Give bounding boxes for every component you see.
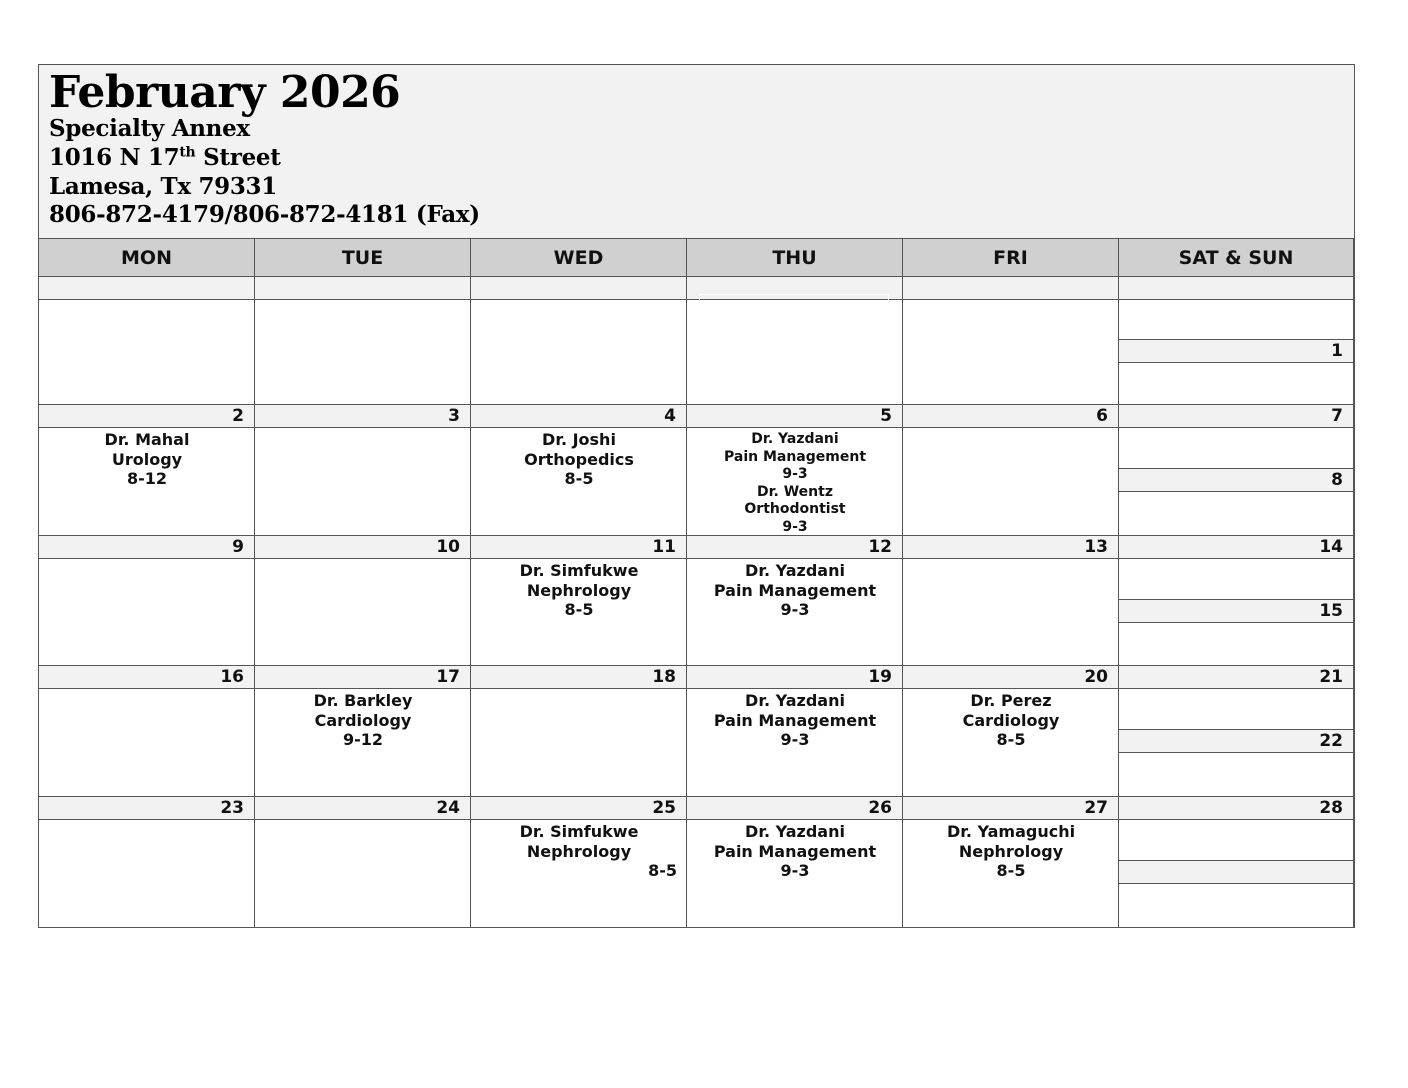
doctor-name: Dr. Yazdani	[745, 561, 845, 580]
doctor-name: Dr. Yazdani	[745, 691, 845, 710]
date-label: 18	[471, 665, 687, 689]
date-label: 4	[471, 404, 687, 428]
doctor-name: Dr. Joshi	[542, 430, 616, 449]
appointment-w4-fri	[903, 691, 1119, 750]
date-label	[471, 276, 687, 300]
hours: 8-5	[996, 730, 1026, 749]
appointment-w3-thu	[687, 561, 903, 620]
day-cell[interactable]	[471, 689, 687, 797]
doctor-name: Dr. Simfukwe	[519, 822, 639, 841]
appointment-w2-wed	[471, 430, 687, 489]
date-label	[255, 276, 471, 300]
date-label-weekend: 15	[1119, 599, 1354, 623]
appointment-w3-wed	[471, 561, 687, 620]
date-label: 3	[255, 404, 471, 428]
specialty: Pain Management	[713, 841, 877, 861]
doctor-name: Dr. Wentz	[757, 483, 833, 500]
day-header-mon: MON	[39, 239, 255, 277]
appointment-w5-wed	[471, 822, 687, 881]
day-cell[interactable]	[255, 428, 471, 536]
date-label: 25	[471, 796, 687, 820]
date-label: 13	[903, 535, 1119, 559]
doctor-name: Dr. Yazdani	[751, 431, 839, 447]
appointment-w4-thu	[687, 691, 903, 750]
specialty: Cardiology	[962, 710, 1060, 730]
hours: 9-3	[780, 861, 810, 880]
day-cell[interactable]	[903, 300, 1119, 406]
city-state-zip: Lamesa, Tx 79331	[49, 173, 277, 200]
day-header-wed: WED	[471, 239, 687, 277]
doctor-name: Dr. Simfukwe	[519, 561, 639, 580]
appointment-w2-mon	[39, 430, 255, 489]
date-label: 24	[255, 796, 471, 820]
day-cell[interactable]	[39, 559, 255, 666]
specialty: Pain Management	[713, 710, 877, 730]
date-label-weekend: 22	[1119, 729, 1354, 753]
specialty: Cardiology	[314, 710, 412, 730]
specialty: Pain Management	[713, 580, 877, 600]
date-label: 20	[903, 665, 1119, 689]
date-label: 28	[1119, 796, 1354, 820]
day-header-thu: THU	[687, 239, 903, 277]
day-cell[interactable]	[903, 559, 1119, 666]
date-label: 11	[471, 535, 687, 559]
doctor-name: Dr. Mahal	[104, 430, 190, 449]
appointment-w4-tue	[255, 691, 471, 750]
appointment-w5-thu	[687, 822, 903, 881]
date-label: 16	[39, 665, 255, 689]
day-cell[interactable]	[255, 300, 471, 406]
date-label: 12	[687, 535, 903, 559]
day-cell[interactable]	[687, 300, 903, 406]
date-label: 27	[903, 796, 1119, 820]
appointment-w2-thu	[687, 431, 903, 536]
date-label: 6	[903, 404, 1119, 428]
specialty: Nephrology	[526, 580, 632, 600]
doctor-name: Dr. Yazdani	[745, 822, 845, 841]
date-label: 19	[687, 665, 903, 689]
day-cell[interactable]	[39, 300, 255, 406]
phone-fax: 806-872-4179/806-872-4181 (Fax)	[49, 201, 480, 228]
doctor-name: Dr. Barkley	[313, 691, 413, 710]
date-label: 9	[39, 535, 255, 559]
hours: 8-12	[126, 469, 168, 488]
doctor-name: Dr. Perez	[970, 691, 1052, 710]
hours: 8-5	[564, 600, 594, 619]
cell-marker	[699, 294, 889, 300]
calendar-header	[39, 65, 1354, 239]
day-cell[interactable]	[39, 820, 255, 928]
hours: 8-5	[564, 469, 594, 488]
hours: 9-3	[782, 518, 808, 535]
doctor-name: Dr. Yamaguchi	[946, 822, 1076, 841]
day-header-fri: FRI	[903, 239, 1119, 277]
month-title: February 2026	[49, 67, 401, 118]
day-cell[interactable]	[39, 689, 255, 797]
day-header-sat-sun: SAT & SUN	[1119, 239, 1354, 277]
specialty: Pain Management	[723, 448, 867, 465]
hours: 9-3	[780, 600, 810, 619]
date-label	[39, 276, 255, 300]
appointment-w5-fri	[903, 822, 1119, 881]
hours: 9-12	[342, 730, 384, 749]
date-label: 5	[687, 404, 903, 428]
specialty: Nephrology	[958, 841, 1064, 861]
hours: 9-3	[780, 730, 810, 749]
day-header-tue: TUE	[255, 239, 471, 277]
date-label: 10	[255, 535, 471, 559]
day-cell[interactable]	[471, 300, 687, 406]
date-label-weekend	[1119, 860, 1354, 884]
street-address: 1016 N 17th Street	[49, 144, 281, 171]
hours: 8-5	[648, 861, 677, 880]
date-label: 21	[1119, 665, 1354, 689]
location-name: Specialty Annex	[49, 115, 250, 142]
hours: 9-3	[782, 466, 808, 482]
specialty: Orthodontist	[744, 501, 846, 517]
day-cell[interactable]	[255, 559, 471, 666]
specialty: Orthopedics	[524, 449, 634, 469]
calendar	[38, 64, 1355, 928]
date-label	[903, 276, 1119, 300]
date-label: 17	[255, 665, 471, 689]
date-label: 23	[39, 796, 255, 820]
date-label: 7	[1119, 404, 1354, 428]
specialty: Nephrology	[526, 841, 632, 861]
date-label-weekend: 8	[1119, 468, 1354, 492]
date-label: 26	[687, 796, 903, 820]
day-cell[interactable]	[903, 428, 1119, 536]
day-cell[interactable]	[255, 820, 471, 928]
date-label: 14	[1119, 535, 1354, 559]
hours: 8-5	[996, 861, 1026, 880]
date-label: 2	[39, 404, 255, 428]
date-label	[1119, 276, 1354, 300]
date-label-weekend: 1	[1119, 339, 1354, 363]
specialty: Urology	[111, 449, 183, 469]
